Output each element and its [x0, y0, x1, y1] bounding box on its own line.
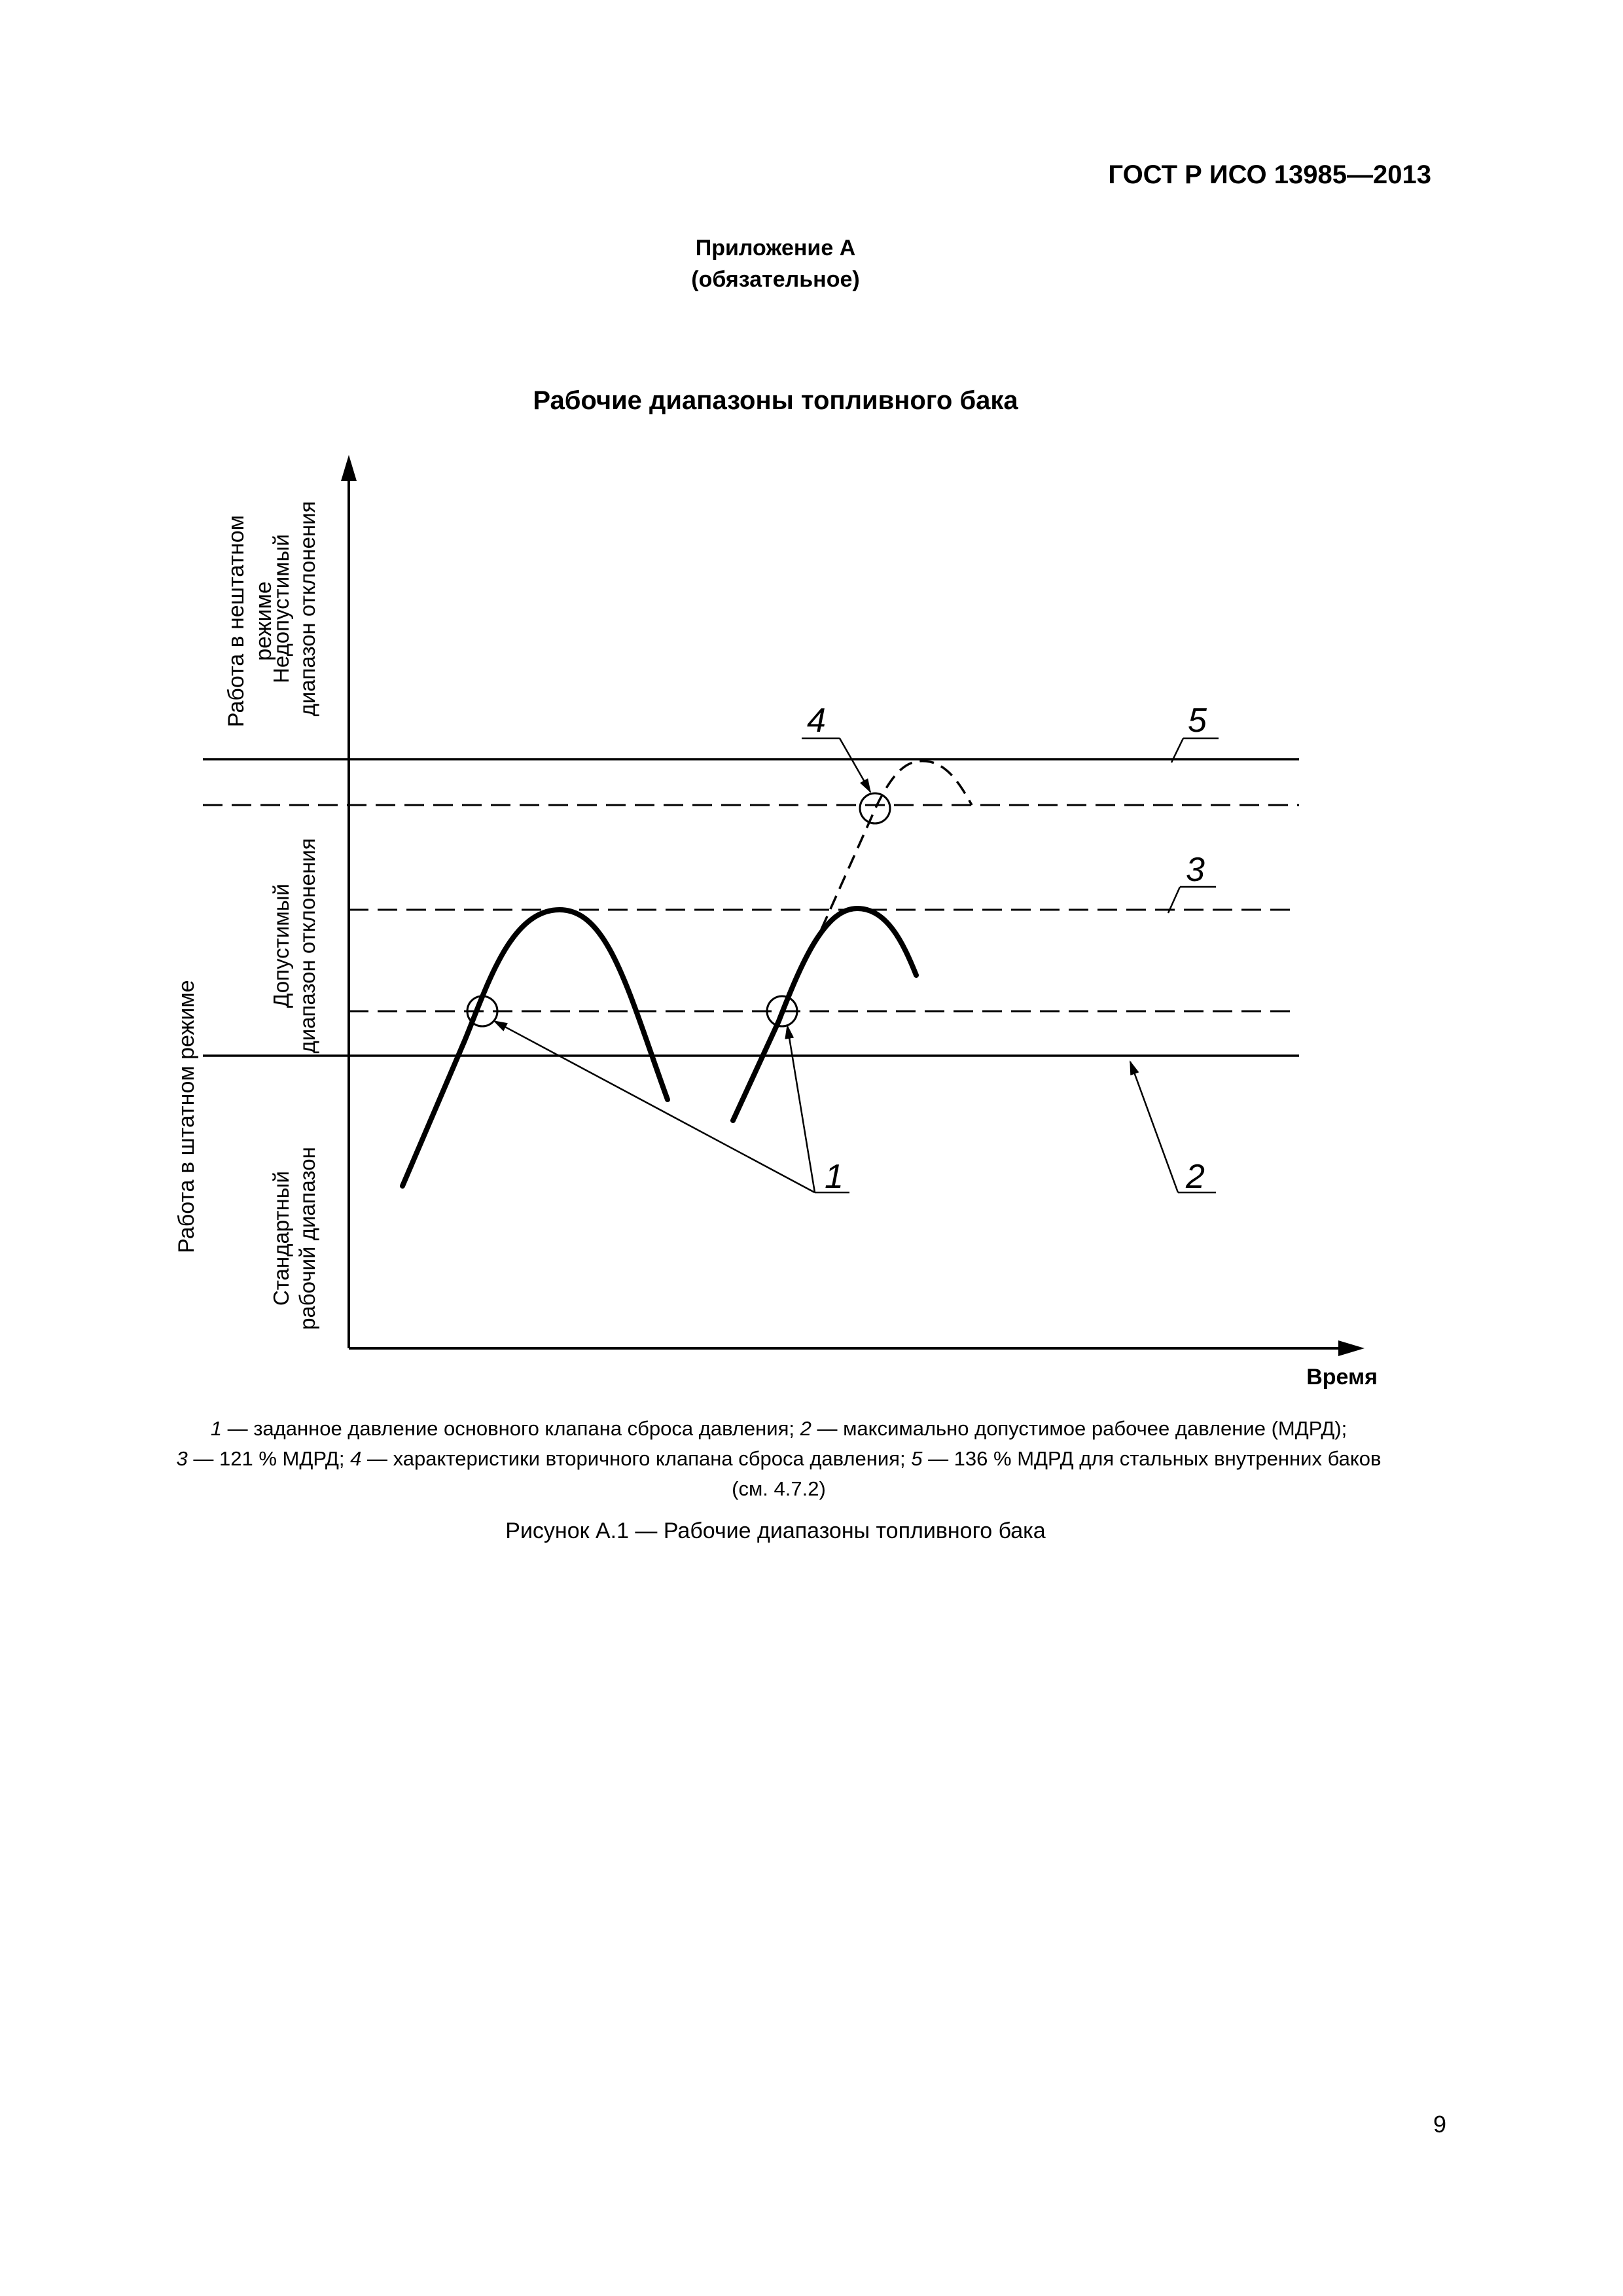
y-label-abnormal-operation: Работа в нештатном режиме [224, 514, 276, 728]
y-axis-arrow [341, 455, 357, 481]
callout-4-number: 4 [807, 702, 826, 740]
zone-label-unacceptable-deviation: Недопустимый диапазон отклонения [269, 501, 319, 717]
figure-heading: Рабочие диапазоны топливного бака [533, 386, 1018, 415]
pressure-curve-2 [733, 908, 916, 1121]
annex-status: (обязательное) [691, 267, 860, 292]
annex-title: Приложение А [695, 236, 856, 260]
figure-legend [111, 1414, 1446, 1504]
callout-1-number: 1 [825, 1158, 844, 1196]
secondary-valve-curve [821, 761, 972, 929]
marker-circle-secondary [860, 793, 890, 823]
x-axis-label: Время [1306, 1365, 1378, 1390]
zone-label-standard-range: Стандартный рабочий диапазон [269, 1147, 319, 1330]
document-id: ГОСТ Р ИСО 13985—2013 [1108, 160, 1431, 189]
legend-line-1: 1 — заданное давление основного клапана сброса давления; 2 — максимально допустимое рабочее давление (МДРД); [210, 1417, 1347, 1440]
x-axis-arrow [1338, 1340, 1364, 1356]
callout-2-leader [1130, 1062, 1178, 1193]
figure-caption: Рисунок А.1 — Рабочие диапазоны топливного бака [505, 1518, 1046, 1543]
legend-line-2: 3 — 121 % МДРД; 4 — характеристики вторичного клапана сброса давления; 5 — 136 % МДРД для стальных внутренних баков [176, 1447, 1382, 1470]
callout-3-number: 3 [1186, 851, 1205, 889]
callout-2-number: 2 [1186, 1158, 1205, 1196]
callout-4-leader [840, 738, 870, 792]
page-number: 9 [1433, 2111, 1446, 2138]
y-label-normal-operation: Работа в штатном режиме [174, 980, 199, 1253]
pressure-curve-1 [402, 910, 668, 1186]
callout-5-number: 5 [1188, 702, 1207, 740]
legend-line-3: (см. 4.7.2) [732, 1477, 826, 1500]
zone-label-acceptable-deviation: Допустимый диапазон отклонения [269, 838, 319, 1054]
callout-1-leader-b [787, 1026, 815, 1193]
